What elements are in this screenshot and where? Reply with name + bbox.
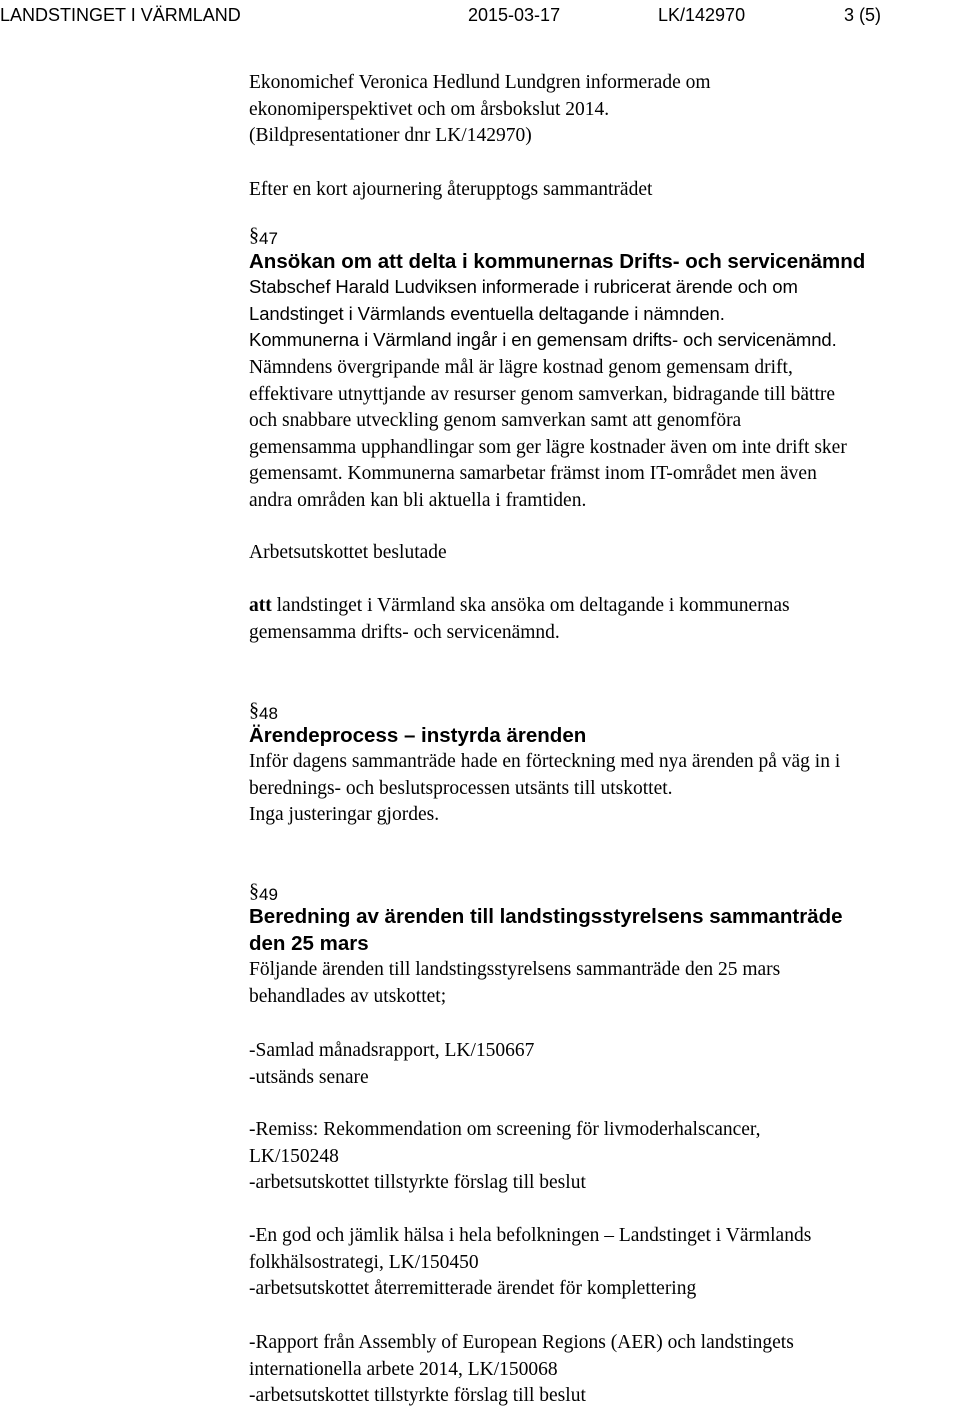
section-49-paragraph <box>249 957 780 1010</box>
decision-line: gemensamma drifts- och servicenämnd. <box>249 621 560 643</box>
section-47-title: Ansökan om att delta i kommunernas Drifts- och servicenämnd <box>249 250 866 273</box>
header-date: 2015-03-17 <box>468 5 561 25</box>
decision-att: att <box>249 595 272 616</box>
agenda-item-line: -arbetsutskottet tillstyrkte förslag till beslut <box>249 1385 586 1406</box>
agenda-item <box>249 1223 811 1303</box>
section-48-paragraph <box>249 749 840 829</box>
decision-intro: Arbetsutskottet beslutade <box>249 542 447 563</box>
agenda-item <box>249 1038 534 1091</box>
intro-line: ekonomiperspektivet och om årsbokslut 2014. <box>249 98 610 120</box>
section-47-number <box>249 222 278 248</box>
decision-text <box>249 593 790 646</box>
agenda-item-line: folkhälsostrategi, LK/150450 <box>249 1251 479 1273</box>
agenda-item-line: -En god och jämlik hälsa i hela befolkningen – Landstinget i Värmlands <box>249 1225 812 1246</box>
paragraph-line: Kommunerna i Värmland ingår i en gemensam drifts- och servicenämnd. <box>249 329 837 350</box>
agenda-item-line: -utsänds senare <box>249 1066 369 1088</box>
paragraph-line: Följande ärenden till landstingsstyrelsens sammanträde den 25 mars <box>249 959 781 980</box>
paragraph-line: Nämndens övergripande mål är lägre kostnad genom gemensam drift, <box>249 357 793 378</box>
paragraph-line: gemensamt. Kommunerna samarbetar främst inom IT-området men även <box>249 463 817 484</box>
section-48-number <box>249 697 278 723</box>
paragraph-line: berednings- och beslutsprocessen utsänts till utskottet. <box>249 777 673 799</box>
agenda-item-line: -arbetsutskottet återremitterade ärendet för komplettering <box>249 1278 697 1299</box>
section-number: 48 <box>259 704 278 723</box>
intro-line: Ekonomichef Veronica Hedlund Lundgren informerade om <box>249 72 711 93</box>
header-org: LANDSTINGET I VÄRMLAND <box>0 5 241 25</box>
paragraph-line: och snabbare utveckling genom samverkan samt att genomföra <box>249 410 742 431</box>
intro-paragraph <box>249 70 711 150</box>
title-line: den 25 mars <box>249 932 369 955</box>
agenda-item <box>249 1330 794 1410</box>
agenda-item-line: -Rapport från Assembly of European Regions (AER) och landstingets <box>249 1332 794 1353</box>
paragraph-line: gemensamma upphandlingar som ger lägre kostnader även om inte drift sker <box>249 436 847 458</box>
paragraph-line: Inga justeringar gjordes. <box>249 804 440 825</box>
paragraph-line: effektivare utnyttjande av resurser genom samverkan, bidragande till bättre <box>249 383 836 405</box>
page-header <box>0 4 960 26</box>
paragraph-line: Inför dagens sammanträde hade en förteckning med nya ärenden på väg in i <box>249 751 841 772</box>
section-sign: § <box>249 699 259 721</box>
intro-line: (Bildpresentationer dnr LK/142970) <box>249 125 532 146</box>
section-sign: § <box>249 880 259 902</box>
agenda-item-line: LK/150248 <box>249 1145 339 1167</box>
section-number: 49 <box>259 885 278 904</box>
paragraph-line: Landstinget i Värmlands eventuella deltagande i nämnden. <box>249 302 725 324</box>
section-49-number <box>249 878 278 904</box>
section-47-serif-paragraph <box>249 355 847 514</box>
section-sign: § <box>249 224 259 246</box>
section-49-title <box>249 903 843 957</box>
paragraph-line: behandlades av utskottet; <box>249 985 447 1007</box>
agenda-item-line: -Remiss: Rekommendation om screening för livmoderhalscancer, <box>249 1119 761 1140</box>
agenda-item-line: -arbetsutskottet tillstyrkte förslag till beslut <box>249 1172 586 1193</box>
decision-line: landstinget i Värmland ska ansöka om deltagande i kommunernas <box>271 595 790 616</box>
section-48-title: Ärendeprocess – instyrda ärenden <box>249 724 587 747</box>
agenda-item-line: -Samlad månadsrapport, LK/150667 <box>249 1040 535 1061</box>
section-47-sans-paragraph <box>249 274 837 354</box>
section-number: 47 <box>259 229 278 248</box>
agenda-item <box>249 1117 761 1197</box>
agenda-item-line: internationella arbete 2014, LK/150068 <box>249 1358 558 1380</box>
resume-text: Efter en kort ajournering återupptogs sammanträdet <box>249 179 653 200</box>
paragraph-line: andra områden kan bli aktuella i framtiden. <box>249 489 587 511</box>
paragraph-line: Stabschef Harald Ludviksen informerade i rubricerat ärende och om <box>249 276 798 297</box>
header-dnr: LK/142970 <box>658 5 746 25</box>
header-page-number: 3 (5) <box>844 5 882 25</box>
title-line: Beredning av ärenden till landstingsstyrelsens sammanträde <box>249 905 843 928</box>
